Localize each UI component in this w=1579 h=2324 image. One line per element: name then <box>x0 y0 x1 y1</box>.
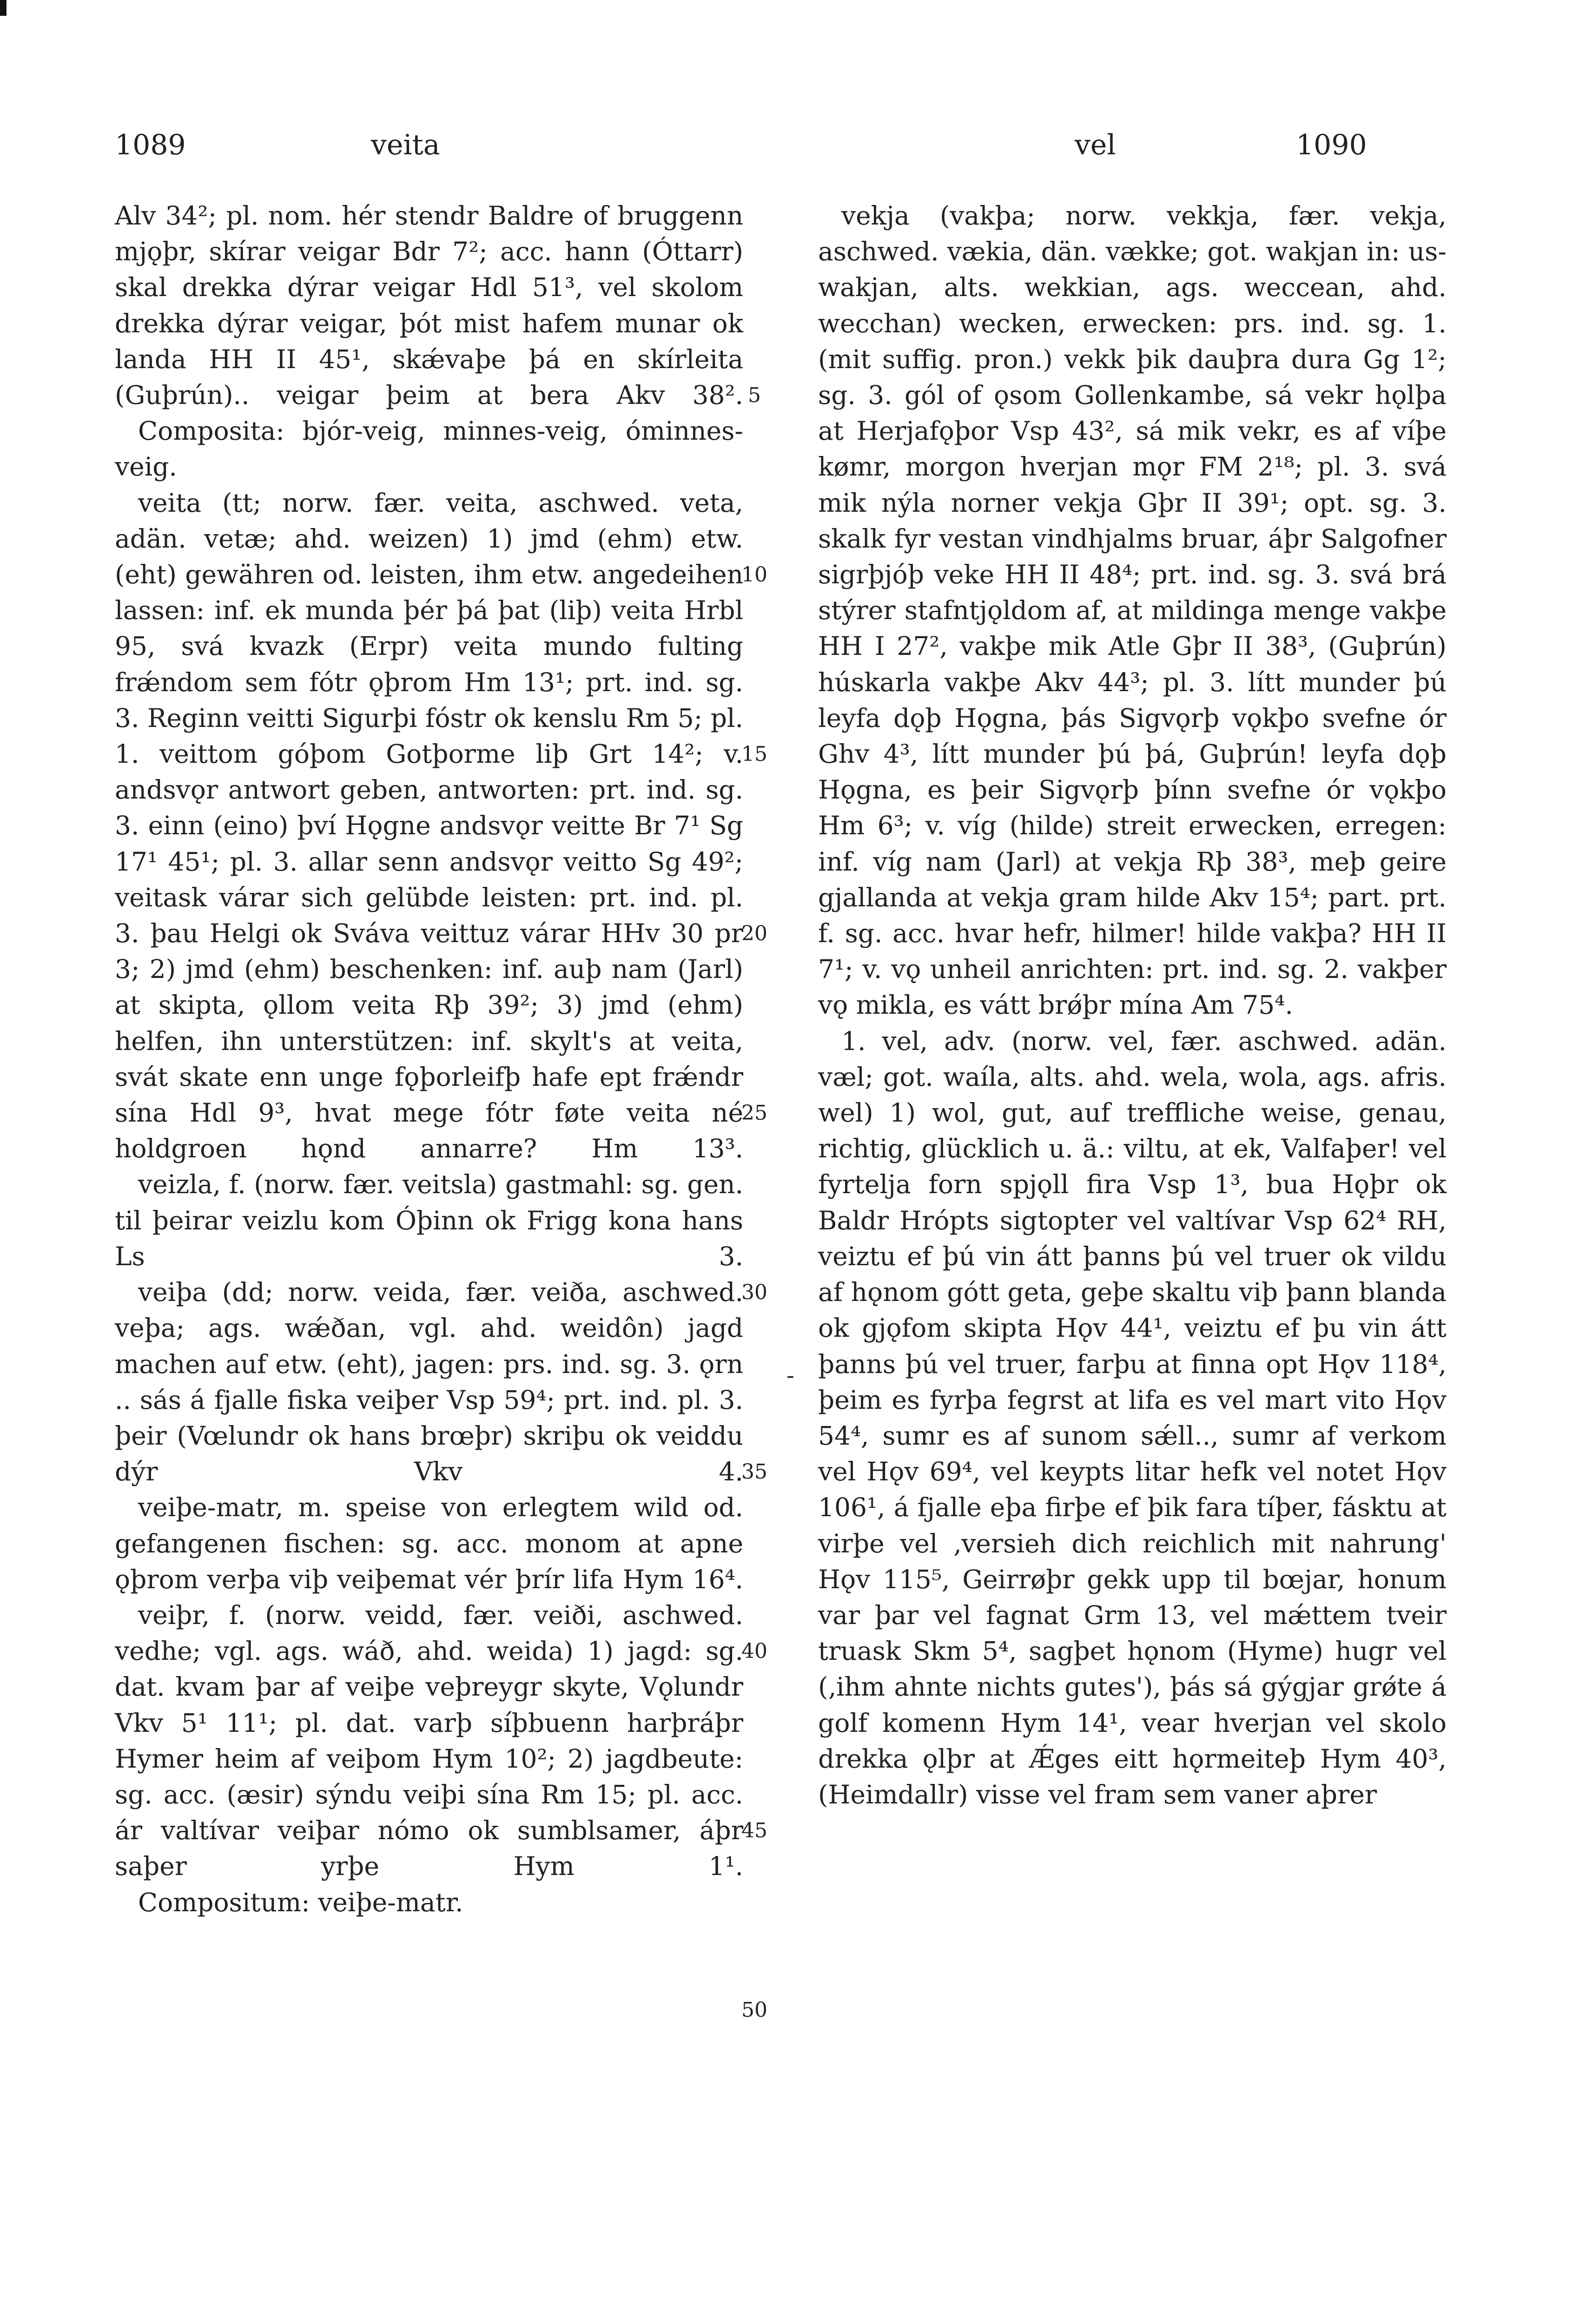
entry-veithr: veiþr, f. (norw. veidd, fær. veiði, aschwed. vedhe; vgl. ags. wáð, ahd. weida) 1) jagd: sg. dat. kvam þar af veiþe veþreygr skyte, Vǫlundr Vkv 5¹ 11¹; pl. dat. varþ síþbuenn harþráþr Hymer heim af veiþom Hym 10²; 2) jagdbeute: sg. acc. (æsir) sýndu veiþi sína Rm 15; pl. acc. ár valtívar veiþar nómo ok sumblsamer, áþr saþer yrþe Hym 1¹. <box>115 1600 743 1882</box>
line-number: 10 <box>741 563 767 587</box>
right-column <box>818 198 1447 1813</box>
entry-veig-continued: Alv 34²; pl. nom. hér stendr Baldre of bruggenn mjǫþr, skírar veigar Bdr 7²; acc. hann (Óttarr) skal drekka dýrar veigar Hdl 51³, vel skolom drekka dýrar veigar, þót mist hafem munar ok landa HH II 45¹, skǽvaþe þá en skírleita (Guþrún).. veigar þeim at bera Akv 38². <box>115 201 743 410</box>
line-number: 30 <box>741 1281 767 1304</box>
running-headword-left: veita <box>371 129 440 161</box>
entry-vekja: vekja (vakþa; norw. vekkja, fær. vekja, aschwed. vækia, dän. vække; got. wakjan in: us-wakjan, alts. wekkian, ags. weccean, ahd. wecchan) wecken, erwecken: prs. ind. sg. 1. (mit suffig. pron.) vekk þik dauþra dura Gg 1²; sg. 3. gól of ǫsom Gollenkambe, sá vekr hǫlþa at Herjafǫþor Vsp 43², sá mik vekr, es af víþe kømr, morgon hverjan mǫr FM 2¹⁸; pl. 3. svá mik nýla norner vekja Gþr II 39¹; opt. sg. 3. skalk fyr vestan vindhjalms bruar, áþr Salgofner sigrþjóþ veke HH II 48⁴; prt. ind. sg. 3. svá brá stýrer stafntjǫldom af, at mildinga menge vakþe HH I 27², vakþe mik Atle Gþr II 38³, (Guþrún) húskarla vakþe Akv 44³; pl. 3. lítt munder þú leyfa dǫþ Hǫgna, þás Sigvǫrþ vǫkþo svefne ór Ghv 4³, lítt munder þú þá, Guþrún! leyfa dǫþ Hǫgna, es þeir Sigvǫrþ þínn svefne ór vǫkþo Hm 6³; v. víg (hilde) streit erwecken, erregen: inf. víg nam (Jarl) at vekja Rþ 38³, meþ geire gjallanda at vekja gram hilde Akv 15⁴; part. prt. f. sg. acc. hvar hefr, hilmer! hilde vakþa? HH II 7¹; v. vǫ unheil anrichten: prt. ind. sg. 2. vakþer vǫ mikla, es vátt brǿþr mína Am 75⁴. <box>818 201 1447 1020</box>
entry-veitha: veiþa (dd; norw. veida, fær. veiða, aschwed. veþa; ags. wǽðan, vgl. ahd. weidôn) jagd machen auf etw. (eht), jagen: prs. ind. sg. 3. ǫrn .. sás á fjalle fiska veiþer Vsp 59⁴; prt. ind. pl. 3. þeir (Vœlundr ok hans brœþr) skriþu ok veiddu dýr Vkv 4. <box>115 1277 743 1487</box>
compositum-veithe-matr: Compositum: veiþe-matr. <box>138 1887 463 1917</box>
line-number: 15 <box>741 742 767 766</box>
running-headword-right: vel <box>1075 129 1116 161</box>
left-column <box>115 198 743 1921</box>
line-number: 50 <box>741 1998 767 2022</box>
entry-vel: 1. vel, adv. (norw. vel, fær. aschwed. adän. væl; got. waíla, alts. ahd. wela, wola, ags. afris. wel) 1) wol, gut, auf treffliche weise, genau, richtig, glücklich u. ä.: viltu, at ek, Valfaþer! vel fyrtelja forn spjǫll fira Vsp 1³, bua Hǫþr ok Baldr Hrópts sigtopter vel valtívar Vsp 62⁴ RH, veiztu ef þú vin átt þanns þú vel truer ok vildu af hǫnom gótt geta, geþe skaltu viþ þann blanda ok gjǫfom skipta Hǫv 44¹, veiztu ef þu vin átt þanns þú vel truer, farþu at finna opt Hǫv 118⁴, þeim es fyrþa fegrst at lifa es vel mart vito Hǫv 54⁴, sumr es af sunom sǽll.., sumr af verkom vel Hǫv 69⁴, vel keypts litar hefk vel notet Hǫv 106¹, á fjalle eþa firþe ef þik fara tíþer, fásktu at virþe vel ‚versieh dich reichlich mit nahrung' Hǫv 115⁵, Geirrøþr gekk upp til bœjar, honum var þar vel fagnat Grm 13, vel mǽttem tveir truask Skm 5⁴, sagþet hǫnom (Hyme) hugr vel (‚ihm ahnte nichts gutes'), þás sá gýgjar grǿte á golf komenn Hym 14¹, vear hverjan vel skolo drekka ǫlþr at Ǽges eitt hǫrmeiteþ Hym 40³, (Heimdallr) visse vel fram sem vaner aþrer <box>818 1026 1447 1809</box>
line-number: 5 <box>748 383 761 407</box>
line-number: 35 <box>741 1460 767 1484</box>
margin-dash: - <box>786 1362 794 1389</box>
scan-corner-mark <box>0 0 7 16</box>
line-number: 40 <box>741 1639 767 1663</box>
entry-veithe-matr: veiþe-matr, m. speise von erlegtem wild od. gefangenen fischen: sg. acc. monom at apne ǫþrom verþa viþ veiþemat vér þrír lifa Hym 16⁴. <box>115 1492 743 1594</box>
entry-veita: veita (tt; norw. fær. veita, aschwed. veta, adän. vetæ; ahd. weizen) 1) jmd (ehm) etw. (eht) gewähren od. leisten, ihm etw. angedeihen lassen: inf. ek munda þér þá þat (liþ) veita Hrbl 95, svá kvazk (Erpr) veita mundo fulting frǽndom sem fótr ǫþrom Hm 13¹; prt. ind. sg. 3. Reginn veitti Sigurþi fóstr ok kenslu Rm 5; pl. 1. veittom góþom Gotþorme liþ Grt 14²; v. andsvǫr antwort geben, antworten: prt. ind. sg. 3. einn (eino) því Hǫgne andsvǫr veitte Br 7¹ Sg 17¹ 45¹; pl. 3. allar senn andsvǫr veitto Sg 49²; veitask várar sich gelübde leisten: prt. ind. pl. 3. þau Helgi ok Sváva veittuz várar HHv 30 pr 3; 2) jmd (ehm) beschenken: inf. auþ nam (Jarl) at skipta, ǫllom veita Rþ 39²; 3) jmd (ehm) helfen, ihn unterstützen: inf. skylt's at veita, svát skate enn unge fǫþorleifþ hafe ept frǽndr sína Hdl 9³, hvat mege fótr føte veita né holdgroen hǫnd annarre? Hm 13³. <box>115 488 743 1164</box>
entry-veizla: veizla, f. (norw. fær. veitsla) gastmahl: sg. gen. til þeirar veizlu kom Óþinn ok Frigg kona hans Ls 3. <box>115 1169 743 1271</box>
page-number-left: 1089 <box>115 129 186 161</box>
line-number: 20 <box>741 922 767 945</box>
composita-veig: Composita: bjór-veig, minnes-veig, óminnes-veig. <box>115 416 743 482</box>
line-number: 25 <box>741 1101 767 1125</box>
line-number: 45 <box>741 1819 767 1842</box>
page-number-right: 1090 <box>1296 129 1367 161</box>
